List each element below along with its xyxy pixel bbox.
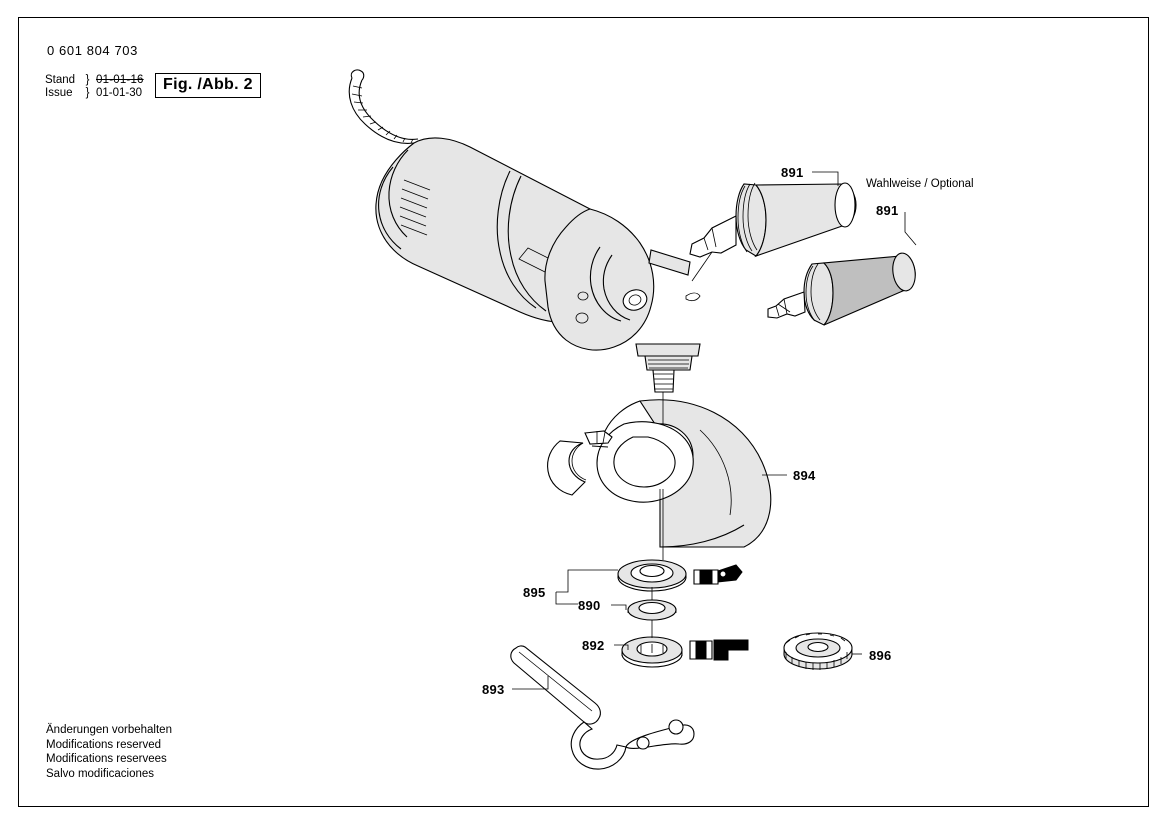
- issue-date-current: 01-01-30: [96, 87, 143, 99]
- optional-note: Wahlweise / Optional: [866, 178, 974, 190]
- callout-894: 894: [793, 468, 816, 483]
- issue-label-de: Stand: [45, 74, 76, 86]
- callout-895: 895: [523, 585, 546, 600]
- spacer-ring: [628, 600, 676, 620]
- footer-line-en: Modifications reserved: [46, 738, 162, 751]
- footer-notes: [46, 723, 172, 781]
- angle-grinder-body: [376, 138, 700, 392]
- footer-line-fr: Modifications reservees: [46, 753, 167, 765]
- figure-label: Fig. /Abb. 2: [155, 73, 261, 98]
- footer-line-de: Änderungen vorbehalten: [46, 724, 172, 736]
- auxiliary-handle-primary: [690, 183, 856, 257]
- issue-brace-bottom: }: [85, 87, 90, 99]
- guard-hood: [548, 400, 771, 547]
- issue-brace-top: }: [85, 74, 90, 86]
- backing-flange: [618, 560, 742, 591]
- part-number: 0 601 804 703: [47, 43, 138, 58]
- callout-890: 890: [578, 598, 601, 613]
- nut-section-icon: [690, 640, 748, 660]
- footer-line-es: Salvo modificaciones: [46, 767, 155, 780]
- callout-891-primary: 891: [781, 165, 804, 180]
- issue-date-struck: 01-01-16: [96, 74, 144, 86]
- callout-892: 892: [582, 638, 605, 653]
- handle-end-cap: [835, 183, 855, 227]
- callout-896: 896: [869, 648, 892, 663]
- flange-section-icon: [694, 565, 742, 584]
- clamping-nut: [622, 637, 748, 667]
- power-cord: [349, 70, 418, 143]
- quick-clamping-nut: [784, 633, 852, 670]
- callout-891-optional: 891: [876, 203, 899, 218]
- issue-label-en: Issue: [45, 87, 73, 99]
- callout-893: 893: [482, 682, 505, 697]
- auxiliary-handle-optional: [768, 252, 918, 325]
